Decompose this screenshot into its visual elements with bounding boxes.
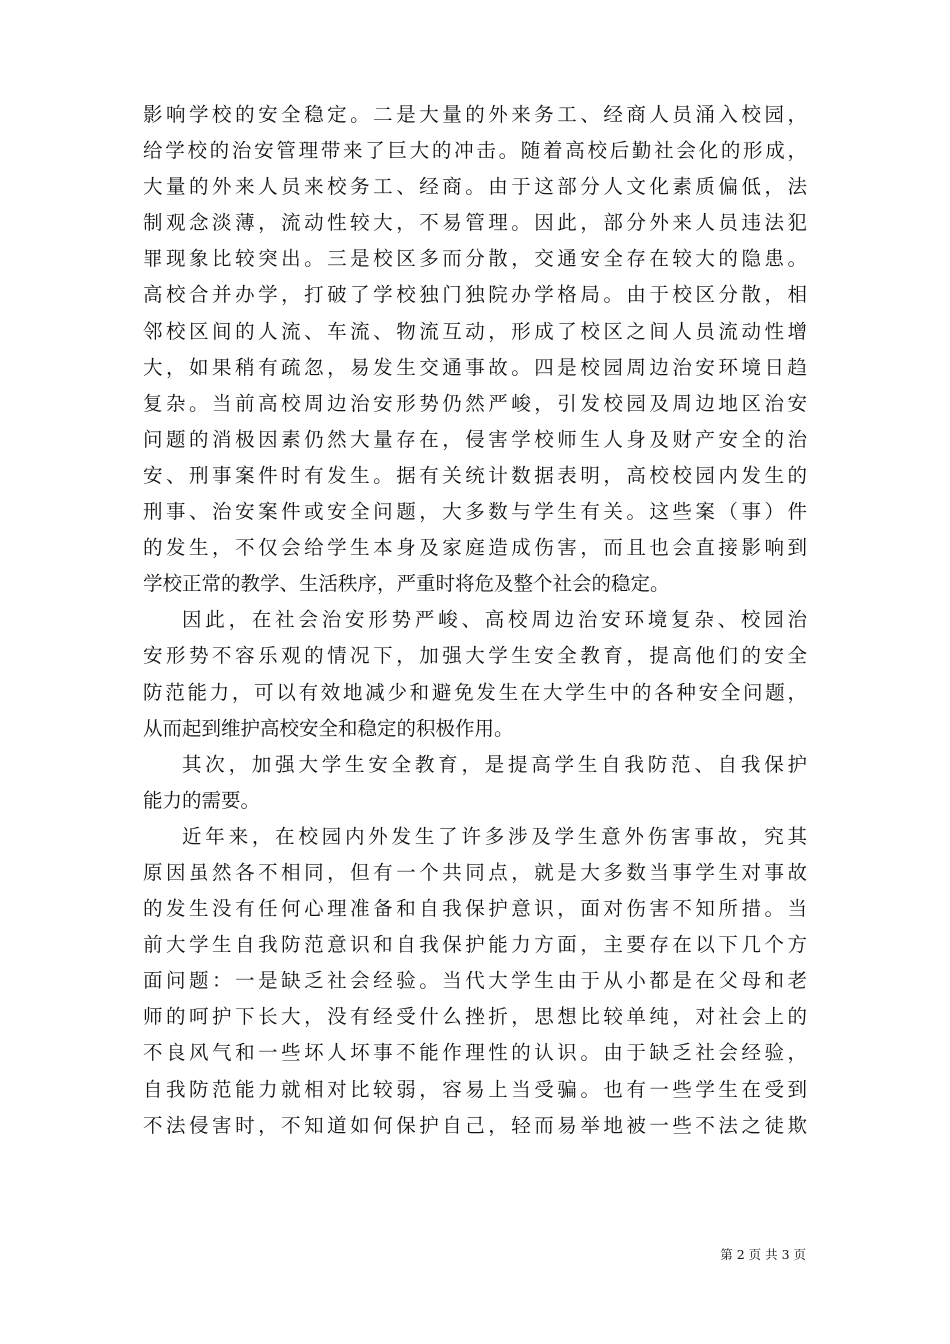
text-line: 影响学校的安全稳定。二是大量的外来务工、经商人员涌入校园， — [143, 103, 807, 126]
text-line: 的发生没有任何心理准备和自我保护意识，面对伤害不知所措。当 — [143, 897, 807, 921]
text-line: 面问题：一是缺乏社会经验。当代大学生由于从小都是在父母和老 — [143, 969, 807, 993]
paragraph-first-line: 其次，加强大学生安全教育，是提高学生自我防范、自我保护 — [182, 752, 807, 776]
paragraph-first-line: 因此，在社会治安形势严峻、高校周边治安环境复杂、校园治 — [182, 608, 807, 632]
text-line: 原因虽然各不相同，但有一个共同点，就是大多数当事学生对事故 — [143, 860, 807, 884]
text-line: 罪现象比较突出。三是校区多而分散，交通安全存在较大的隐患。 — [143, 247, 807, 271]
text-line: 从而起到维护高校安全和稳定的积极作用。 — [143, 716, 514, 740]
text-line: 大，如果稍有疏忽，易发生交通事故。四是校园周边治安环境日趋 — [143, 355, 807, 379]
text-line: 自我防范能力就相对比较弱，容易上当受骗。也有一些学生在受到 — [143, 1077, 807, 1101]
text-line: 不法侵害时，不知道如何保护自己，轻而易举地被一些不法之徒欺 — [143, 1113, 807, 1137]
text-line: 刑事、治安案件或安全问题，大多数与学生有关。这些案（事）件 — [143, 500, 807, 524]
text-line: 学校正常的教学、生活秩序，严重时将危及整个社会的稳定。 — [143, 572, 670, 596]
text-line: 复杂。当前高校周边治安形势仍然严峻，引发校园及周边地区治安 — [143, 391, 807, 415]
text-line: 给学校的治安管理带来了巨大的冲击。随着高校后勤社会化的形成， — [143, 139, 807, 163]
text-line: 前大学生自我防范意识和自我保护能力方面，主要存在以下几个方 — [143, 933, 807, 957]
text-line: 师的呵护下长大，没有经受什么挫折，思想比较单纯，对社会上的 — [143, 1005, 807, 1029]
text-line: 安形势不容乐观的情况下，加强大学生安全教育，提高他们的安全 — [143, 644, 807, 668]
text-line: 制观念淡薄，流动性较大，不易管理。因此，部分外来人员违法犯 — [143, 211, 807, 235]
text-line: 的发生，不仅会给学生本身及家庭造成伤害，而且也会直接影响到 — [143, 536, 807, 560]
page-number: 第 2 页 共 3 页 — [720, 1247, 806, 1262]
text-line: 高校合并办学，打破了学校独门独院办学格局。由于校区分散，相 — [143, 283, 807, 307]
text-line: 邻校区间的人流、车流、物流互动，形成了校区之间人员流动性增 — [143, 319, 807, 343]
text-line: 不良风气和一些坏人坏事不能作理性的认识。由于缺乏社会经验， — [143, 1041, 807, 1065]
text-line: 安、刑事案件时有发生。据有关统计数据表明，高校校园内发生的 — [143, 463, 807, 487]
text-line: 大量的外来人员来校务工、经商。由于这部分人文化素质偏低，法 — [143, 175, 807, 199]
body-text — [143, 97, 807, 1144]
paragraph-first-line: 近年来，在校园内外发生了许多涉及学生意外伤害事故，究其 — [182, 824, 807, 848]
text-line: 防范能力，可以有效地减少和避免发生在大学生中的各种安全问题， — [143, 680, 807, 704]
text-line: 问题的消极因素仍然大量存在，侵害学校师生人身及财产安全的治 — [143, 427, 807, 451]
text-line: 能力的需要。 — [143, 788, 261, 812]
